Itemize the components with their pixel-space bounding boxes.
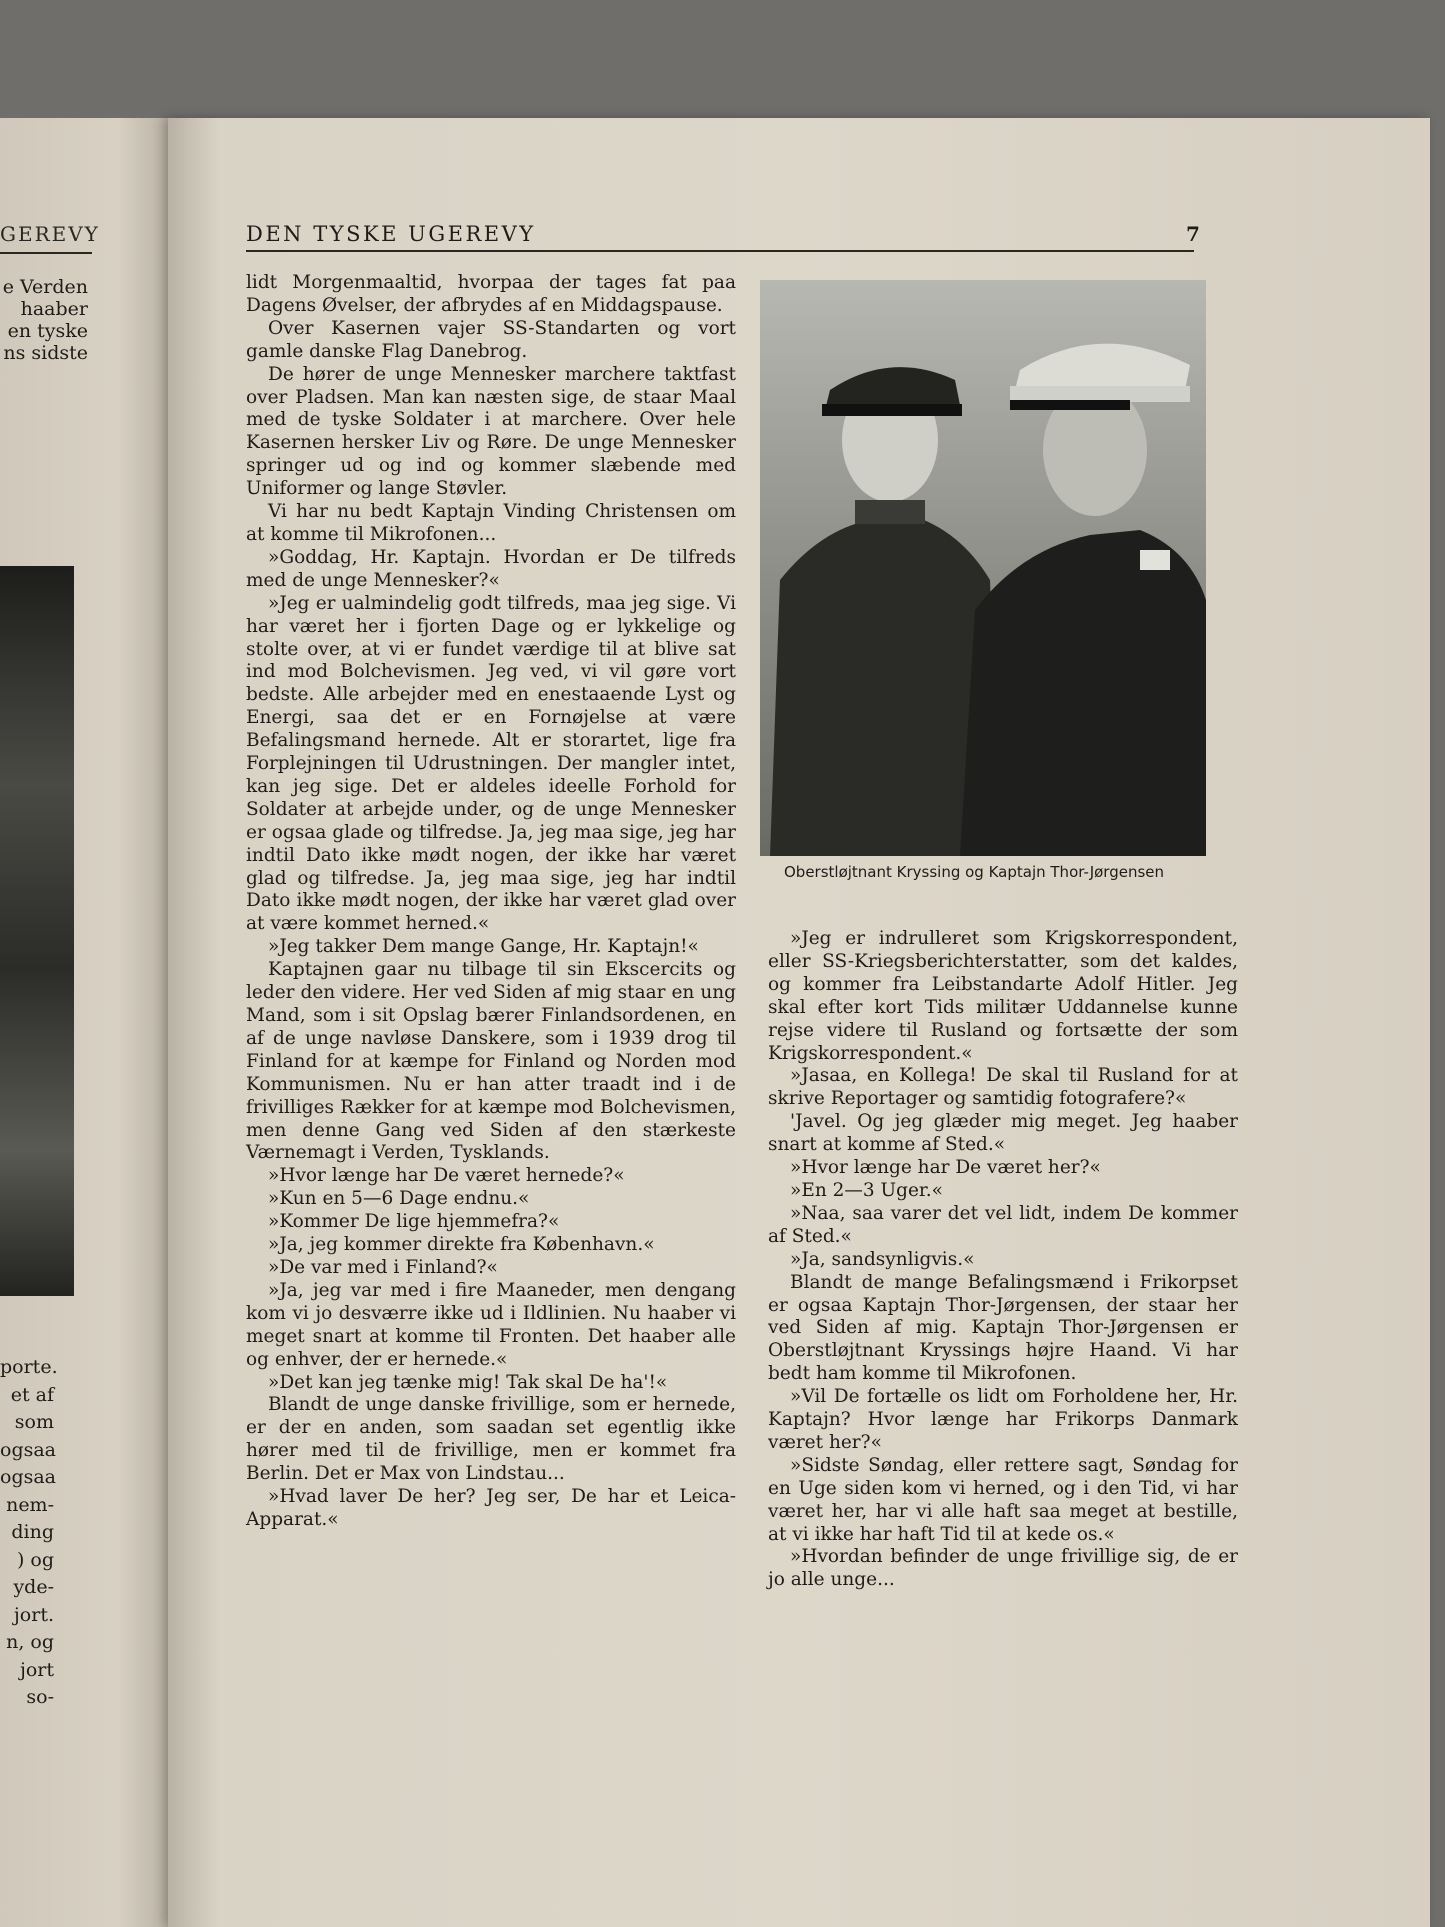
paragraph: De hører de unge Mennesker marchere taktfast over Pladsen. Man kan næsten sige, de staar Maal med de tyske Soldater i at marchere. Over hele Kasernen hersker Liv og Røre. De unge Mennesker springer ud og ind og kommer slæbende med Uniformer og lange Støvler. xyxy=(246,363,736,500)
left-running-head: GEREVY xyxy=(0,222,100,246)
paragraph: Blandt de unge danske frivillige, som er hernede, er der en anden, som saadan set egentlig ikke hører med til de frivillige, men er kommet fra Berlin. Det er Max von Lindstau... xyxy=(246,1394,736,1485)
officers-photo-illustration xyxy=(760,280,1206,856)
paragraph: »Hvor længe har De været her?« xyxy=(790,1157,1101,1179)
left-text-line: porte. xyxy=(0,1356,58,1378)
article-column-left xyxy=(246,272,736,1532)
paragraph: »Jeg takker Dem mange Gange, Hr. Kaptajn!« xyxy=(268,936,699,958)
left-text-line: jort. xyxy=(13,1603,54,1626)
left-bottom-text xyxy=(0,1354,58,1712)
left-text-line: so- xyxy=(26,1686,54,1708)
left-text-line: ogsaa xyxy=(0,1466,57,1488)
paragraph: 'Javel. Og jeg glæder mig meget. Jeg haaber snart at komme af Sted.« xyxy=(768,1111,1238,1156)
paragraph: »En 2—3 Uger.« xyxy=(790,1179,943,1201)
paragraph: »Naa, saa varer det vel lidt, indem De kommer af Sted.« xyxy=(768,1202,1238,1247)
paragraph: Over Kasernen vajer SS-Standarten og vort gamle danske Flag Danebrog. xyxy=(246,317,736,362)
left-text-line: en tyske xyxy=(7,320,88,342)
officers-photo xyxy=(760,280,1206,856)
paragraph: lidt Morgenmaaltid, hvorpaa der tages fat paa Dagens Øvelser, der afbrydes af en Middagspause. xyxy=(246,272,736,316)
left-text-line: ) og xyxy=(16,1548,54,1571)
paragraph: »Jasaa, en Kollega! De skal til Rusland for at skrive Reportager og samtidig fotografere?« xyxy=(768,1065,1238,1110)
photo-caption: Oberstløjtnant Kryssing og Kaptajn Thor-Jørgensen xyxy=(783,863,1165,881)
paragraph: Kaptajnen gaar nu tilbage til sin Ekscercits og leder den videre. Her ved Siden af mig staar en ung Mand, som i sit Opslag bærer Finlandsordenen, en af de unge navløse Danskere, som i 1939 drog til Finland for at kæmpe for Finland og Norden mod Kommunismen. Nu er han atter traadt ind i de frivilliges Rækker for at kæmpe mod Bolchevismen, men denne Gang ved Siden af den stærkeste Værnemagt i Verden, Tysklands. xyxy=(246,959,736,1164)
paragraph: »Jeg er ualmindelig godt tilfreds, maa jeg sige. Vi har været her i fjorten Dage og er lykkelige og stolte over, at vi er fundet værdige til at blive sat ind mod Bolchevismen. Jeg ved, vi vil gøre vort bedste. Alle arbejder med en enestaaende Lyst og Energi, saa det er en Fornøjelse at være Befalingsmand hernede. Alt er storartet, lige fra Forplejningen til Udrustningen. Der mangler intet, kan jeg sige. Det er aldeles ideelle Forhold for Soldater at arbejde under, og de unge Mennesker er ogsaa glade og tilfredse. Ja, jeg maa sige, jeg har indtil Dato ikke mødt nogen, der ikke har været glad og tilfredse. Ja, jeg maa sige, jeg har indtil Dato ikke mødt nogen, der ikke har været glad over at være kommet herned.« xyxy=(246,592,736,935)
header-rule xyxy=(246,250,1194,252)
left-top-text xyxy=(0,276,88,364)
paragraph: »Jeg er indrulleret som Krigskorrespondent, eller SS-Kriegsberichterstatter, som det kaldes, og kommer fra Leibstandarte Adolf Hitler. Jeg skal efter kort Tids militær Uddannelse kunne rejse videre til Rusland og fortsætte der som Krigskorrespondent.« xyxy=(768,928,1238,1064)
left-text-line: nem- xyxy=(6,1493,54,1516)
paragraph: »Det kan jeg tænke mig! Tak skal De ha'!« xyxy=(268,1371,668,1393)
left-text-line: n, og xyxy=(6,1631,54,1653)
article-column-right xyxy=(768,928,1238,1592)
left-page-photo xyxy=(0,566,74,1296)
paragraph: »Hvor længe har De været hernede?« xyxy=(268,1165,625,1187)
paragraph: »Goddag, Hr. Kaptajn. Hvordan er De tilfreds med de unge Mennesker?« xyxy=(246,546,736,591)
paragraph: »Ja, jeg var med i fire Maaneder, men dengang kom vi jo desværre ikke ud i Ildlinien. Nu haaber vi meget snart at komme til Fronten. Det haaber alle og enhver, der er hernede.« xyxy=(246,1279,736,1370)
paragraph: »De var med i Finland?« xyxy=(268,1256,498,1278)
left-header-rule xyxy=(0,252,92,254)
paragraph: »Kun en 5—6 Dage endnu.« xyxy=(268,1188,530,1210)
paragraph: Vi har nu bedt Kaptajn Vinding Christensen om at komme til Mikrofonen... xyxy=(246,501,736,545)
left-text-line: yde- xyxy=(13,1576,54,1598)
page-number: 7 xyxy=(1186,222,1200,246)
left-text-line: ding xyxy=(11,1521,54,1543)
left-facing-page xyxy=(0,118,168,1927)
paragraph: Blandt de mange Befalingsmænd i Frikorpset er ogsaa Kaptajn Thor-Jørgensen, der staar her ved Siden af mig. Kaptajn Thor-Jørgensen er Oberstløjtnant Kryssings højre Haand. Vi har bedt ham komme til Mikrofonen. xyxy=(768,1271,1238,1385)
left-text-line: e Verden xyxy=(2,276,88,298)
paragraph: »Ja, sandsynligvis.« xyxy=(790,1248,975,1270)
left-text-line: haaber xyxy=(20,298,88,320)
magazine-page xyxy=(168,118,1430,1927)
left-text-line: som xyxy=(14,1411,54,1433)
left-text-line: ogsaa xyxy=(0,1438,57,1461)
running-head: DEN TYSKE UGEREVY xyxy=(246,222,536,246)
paragraph: »Vil De fortælle os lidt om Forholdene her, Hr. Kaptajn? Hvor længe har Frikorps Danmark været her?« xyxy=(768,1386,1238,1453)
paragraph: »Kommer De lige hjemmefra?« xyxy=(268,1211,560,1233)
paragraph: »Hvad laver De her? Jeg ser, De har et Leica-Apparat.« xyxy=(246,1486,736,1530)
left-text-line: et af xyxy=(10,1383,54,1406)
paragraph: »Sidste Søndag, eller rettere sagt, Søndag for en Uge siden kom vi herned, og i den Tid, vi har været her, har vi alle haft saa meget at bestille, at vi ikke har haft Tid til at kede os.« xyxy=(768,1454,1238,1545)
paragraph: »Ja, jeg kommer direkte fra København.« xyxy=(268,1234,655,1256)
left-text-line: jort xyxy=(19,1658,54,1681)
paragraph: »Hvordan befinder de unge frivillige sig, de er jo alle unge... xyxy=(768,1546,1238,1591)
left-text-line: ns sidste xyxy=(3,342,88,364)
